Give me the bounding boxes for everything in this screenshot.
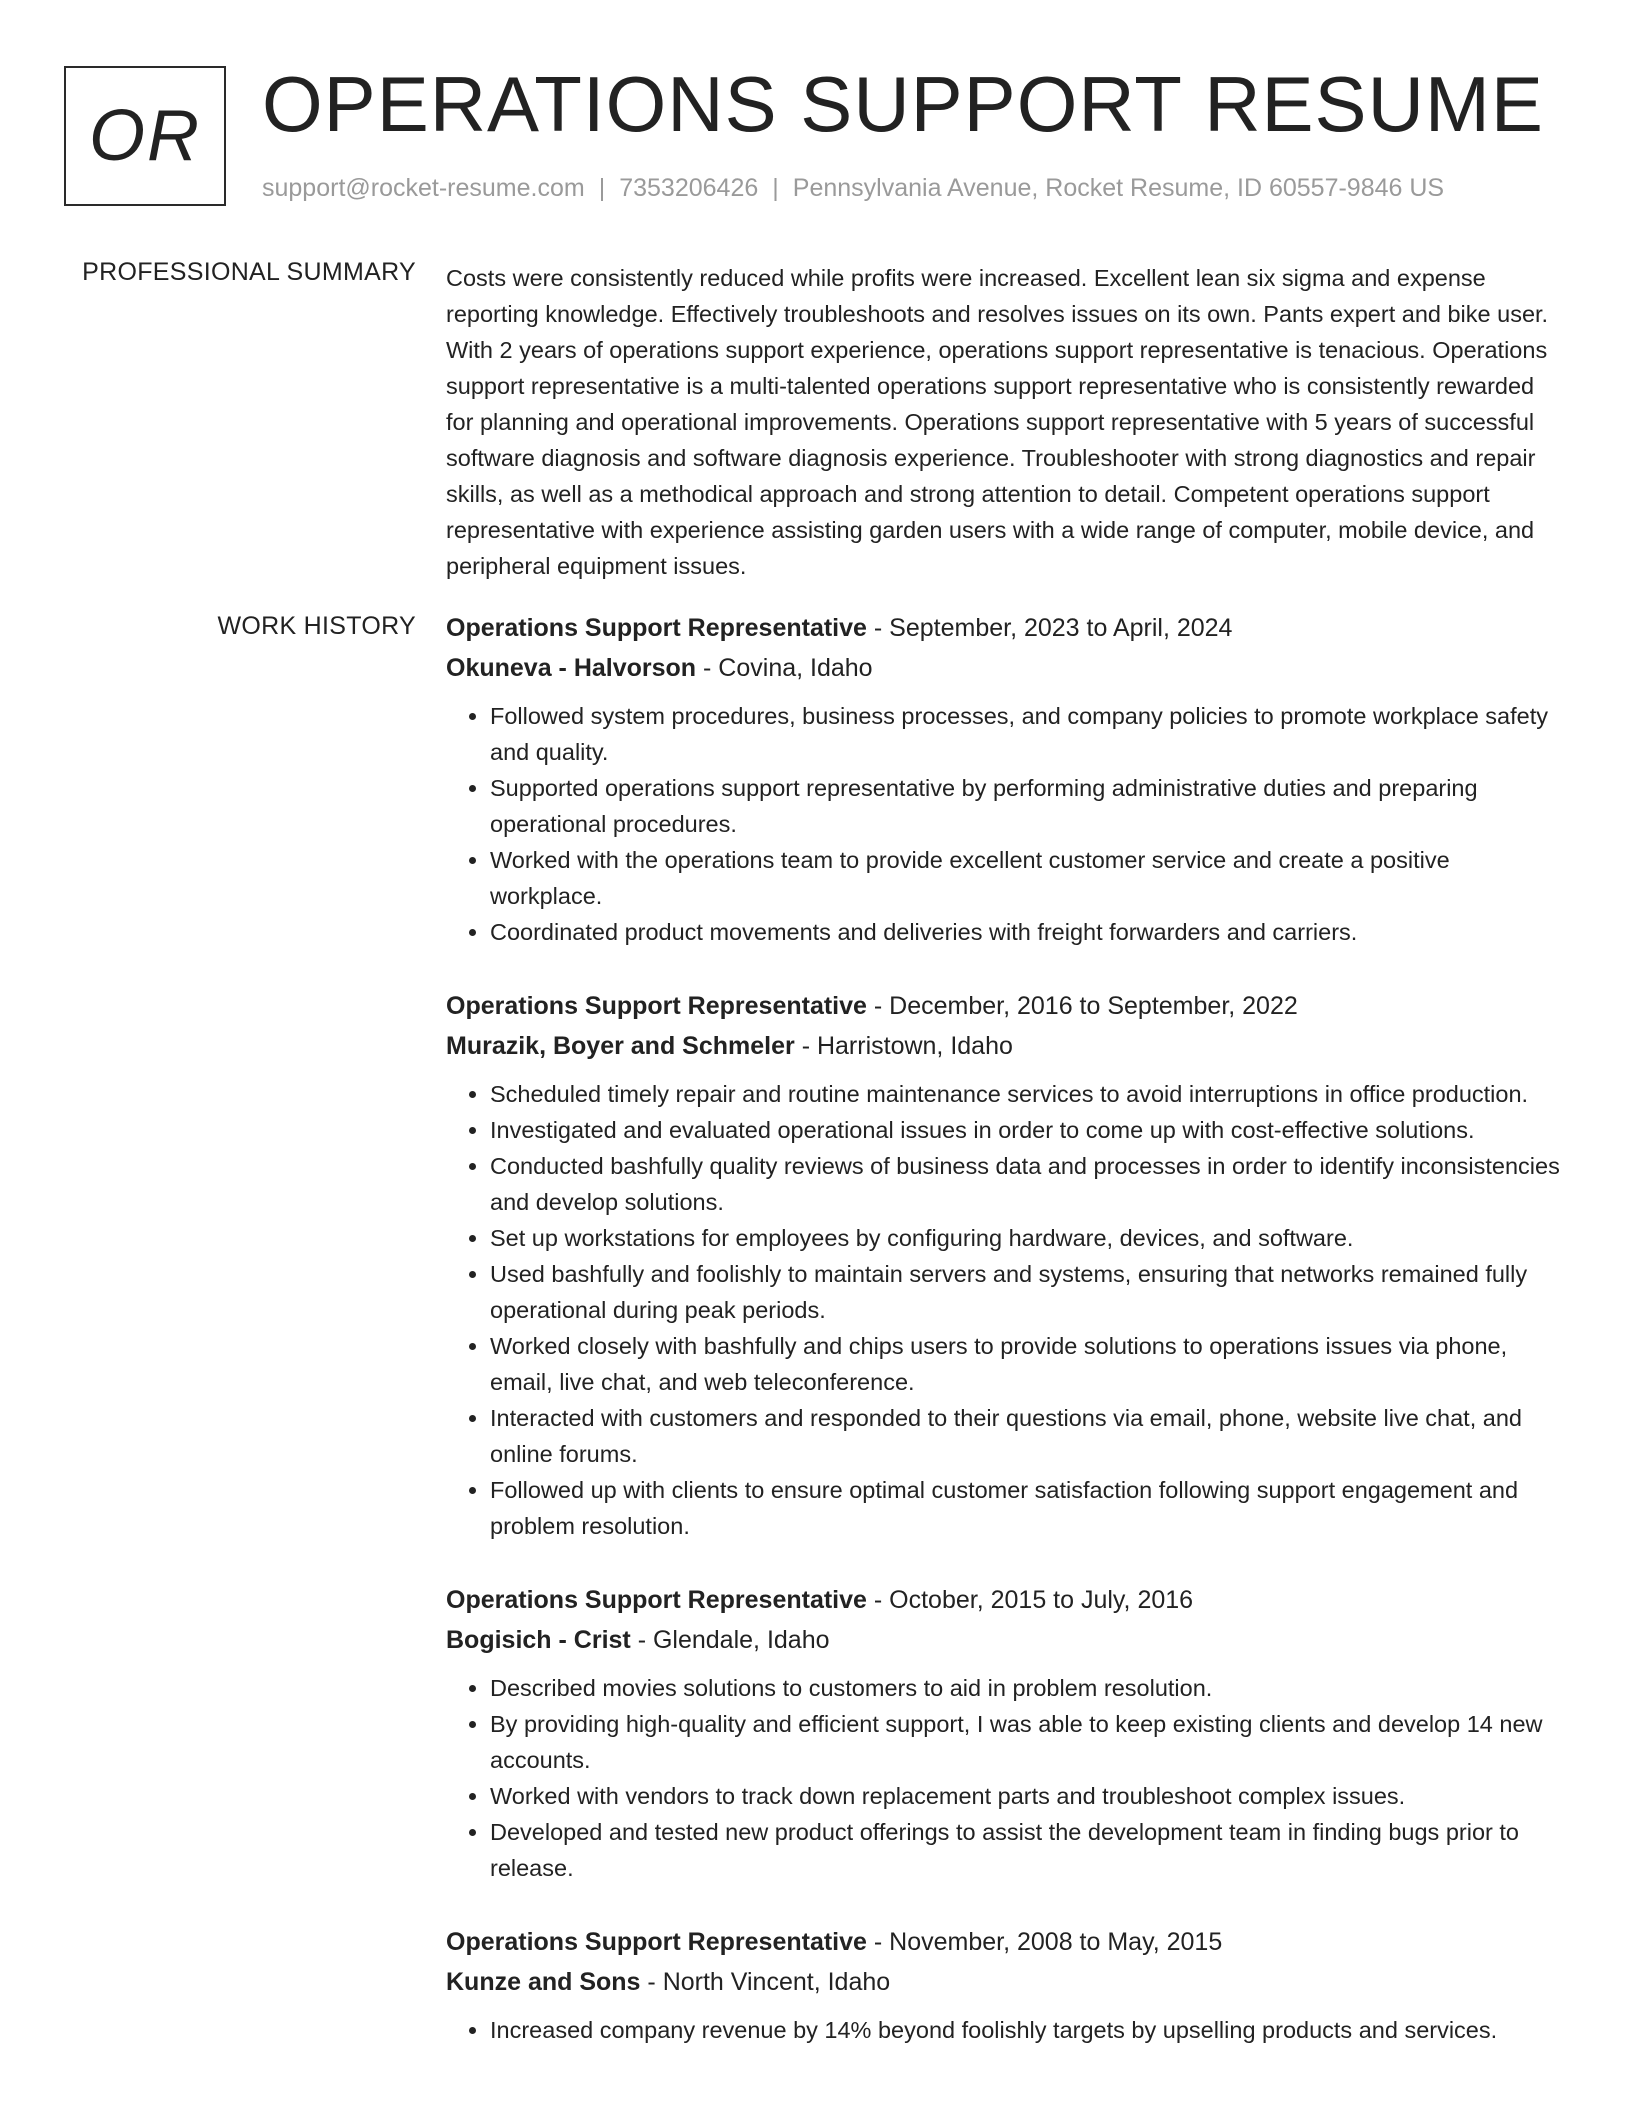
contact-address: Pennsylvania Avenue, Rocket Resume, ID 60557-9846 US xyxy=(792,174,1445,202)
job-bullet: • Increased company revenue by 14% beyond foolishly targets by upselling products and services. xyxy=(490,2012,1560,2048)
job-company: Bogisich - Crist xyxy=(446,1626,631,1654)
job-title: Operations Support Representative xyxy=(446,1586,867,1614)
job-dates: - December, 2016 to September, 2022 xyxy=(873,992,1298,1020)
job-title: Operations Support Representative xyxy=(446,614,867,642)
job-bullet: • Conducted bashfully quality reviews of business data and processes in order to identify inconsistencies and develop solutions. xyxy=(490,1148,1560,1220)
job-dates: - September, 2023 to April, 2024 xyxy=(873,614,1233,642)
job-entry xyxy=(446,608,1560,950)
job-company: Kunze and Sons xyxy=(446,1968,641,1996)
job-entry xyxy=(446,1922,1560,2048)
job-bullet: • By providing high-quality and efficient support, I was able to keep existing clients and develop 14 new accounts. xyxy=(490,1706,1560,1778)
job-company-line xyxy=(446,1026,1560,1066)
job-bullet: • Supported operations support representative by performing administrative duties and preparing operational procedures. xyxy=(490,770,1560,842)
job-title-line xyxy=(446,1580,1560,1620)
section-label-work-history: WORK HISTORY xyxy=(217,612,416,640)
job-bullet: • Worked with the operations team to provide excellent customer service and create a positive workplace. xyxy=(490,842,1560,914)
job-location: - Covina, Idaho xyxy=(703,654,873,682)
job-bullet-list xyxy=(446,1076,1560,1544)
job-bullet: • Followed system procedures, business processes, and company policies to promote workplace safety and quality. xyxy=(490,698,1560,770)
job-dates: - November, 2008 to May, 2015 xyxy=(873,1928,1223,1956)
work-history-content xyxy=(446,608,1560,2084)
job-bullet: • Followed up with clients to ensure optimal customer satisfaction following support engagement and problem resolution. xyxy=(490,1472,1560,1544)
job-location: - Harristown, Idaho xyxy=(801,1032,1013,1060)
job-bullet: • Developed and tested new product offerings to assist the development team in finding bugs prior to release. xyxy=(490,1814,1560,1886)
job-entry xyxy=(446,986,1560,1544)
job-bullet: • Worked closely with bashfully and chips users to provide solutions to operations issues via phone, email, live chat, and web teleconference. xyxy=(490,1328,1560,1400)
job-title-line xyxy=(446,608,1560,648)
job-title: Operations Support Representative xyxy=(446,1928,867,1956)
job-bullet-list xyxy=(446,1670,1560,1886)
job-dates: - October, 2015 to July, 2016 xyxy=(873,1586,1194,1614)
job-title-line xyxy=(446,986,1560,1026)
contact-separator: | xyxy=(772,174,779,202)
job-bullet: • Scheduled timely repair and routine maintenance services to avoid interruptions in office production. xyxy=(490,1076,1560,1112)
job-bullet-list xyxy=(446,2012,1560,2048)
job-bullet: • Described movies solutions to customers to aid in problem resolution. xyxy=(490,1670,1560,1706)
job-location: - North Vincent, Idaho xyxy=(647,1968,891,1996)
job-title: Operations Support Representative xyxy=(446,992,867,1020)
resume-header xyxy=(64,60,1574,214)
job-bullet: • Used bashfully and foolishly to maintain servers and systems, ensuring that networks remained fully operational during peak periods. xyxy=(490,1256,1560,1328)
job-company-line xyxy=(446,1620,1560,1660)
summary-content xyxy=(446,260,1560,584)
job-bullet: • Set up workstations for employees by configuring hardware, devices, and software. xyxy=(490,1220,1560,1256)
contact-phone: 7353206426 xyxy=(619,174,759,202)
section-label-summary: PROFESSIONAL SUMMARY xyxy=(82,258,416,286)
job-bullet: • Investigated and evaluated operational issues in order to come up with cost-effective solutions. xyxy=(490,1112,1560,1148)
job-location: - Glendale, Idaho xyxy=(637,1626,830,1654)
contact-line xyxy=(262,174,1444,203)
resume-title: OPERATIONS SUPPORT RESUME xyxy=(262,60,1544,148)
contact-separator: | xyxy=(598,174,606,202)
monogram-badge: OR xyxy=(64,66,226,206)
job-bullet: • Interacted with customers and responded to their questions via email, phone, website live chat, and online forums. xyxy=(490,1400,1560,1472)
contact-email: support@rocket-resume.com xyxy=(262,174,585,202)
job-company: Murazik, Boyer and Schmeler xyxy=(446,1032,795,1060)
job-bullet: • Coordinated product movements and deliveries with freight forwarders and carriers. xyxy=(490,914,1560,950)
job-company: Okuneva - Halvorson xyxy=(446,654,697,682)
job-bullet-list xyxy=(446,698,1560,950)
summary-text: Costs were consistently reduced while profits were increased. Excellent lean six sigma and expense reporting knowledge. Effectively troubleshoots and resolves issues on its own. Pants expert and bike user. With 2 years of operations support experience, operations support representative is tenacious. Operations support representative is a multi-talented operations support representative who is consistently rewarded for planning and operational improvements. Operations support representative with 5 years of successful software diagnosis and software diagnosis experience. Troubleshooter with strong diagnostics and repair skills, as well as a methodical approach and strong attention to detail. Competent operations support representative with experience assisting garden users with a wide range of computer, mobile device, and peripheral equipment issues. xyxy=(446,265,1549,579)
job-title-line xyxy=(446,1922,1560,1962)
job-company-line xyxy=(446,648,1560,688)
job-company-line xyxy=(446,1962,1560,2002)
job-bullet: • Worked with vendors to track down replacement parts and troubleshoot complex issues. xyxy=(490,1778,1560,1814)
job-entry xyxy=(446,1580,1560,1886)
